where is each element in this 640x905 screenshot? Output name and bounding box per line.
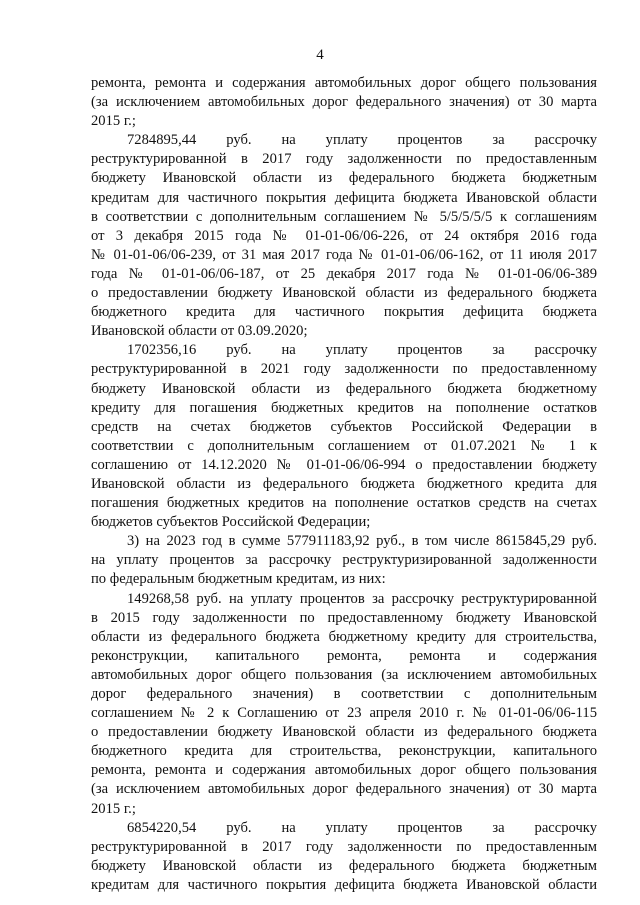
document-body [91, 74, 597, 895]
text-line: на уплату процентов за рассрочку реструктуризированной задолженности [91, 552, 597, 569]
text-line: бюджетного кредита для частичного покрытия дефицита бюджета [91, 304, 597, 321]
text-line: по федеральным бюджетным кредитам, из них: [91, 571, 386, 588]
text-line: соглашению от 14.12.2020 № 01-01-06/06-994 о предоставлении бюджету [91, 456, 597, 473]
text-line: 2015 г.; [91, 800, 136, 817]
text-line: о предоставлении бюджету Ивановской области из федерального бюджета [91, 724, 597, 741]
text-line: кредитам для частичного покрытия дефицита бюджета Ивановской области [91, 876, 597, 893]
text-line: бюджету Ивановской области из федерального бюджета бюджетным [91, 170, 597, 187]
text-line: бюджету Ивановской области из федерального бюджета бюджетному [91, 380, 597, 397]
text-line: реструктурированной в 2017 году задолженности по предоставленным [91, 151, 597, 168]
text-line: реконструкции, капитального ремонта, ремонта и содержания [91, 647, 597, 664]
text-line: ремонта, ремонта и содержания автомобильных дорог общего пользования [91, 75, 597, 91]
text-line: в 2015 году задолженности по предоставленному бюджету Ивановской [91, 609, 597, 626]
text-line: бюджету Ивановской области из федерального бюджета бюджетным [91, 857, 597, 874]
text-line: соглашением № 2 к Соглашению от 23 апреля 2010 г. № 01-01-06/06-115 [91, 705, 597, 722]
text-line: дорог федерального значения) в соответствии с дополнительным [91, 686, 597, 702]
text-line: 2015 г.; [91, 113, 136, 130]
text-line: реструктурированной в 2021 году задолженности по предоставленному [91, 361, 597, 378]
text-line: реструктурированной в 2017 году задолженности по предоставленным [91, 838, 597, 855]
text-line: ремонта, ремонта и содержания автомобильных дорог общего пользования [91, 762, 597, 779]
text-line: от 3 декабря 2015 года № 01-01-06/06-226, от 24 октября 2016 года [91, 227, 597, 244]
text-line: года № 01-01-06/06-187, от 25 декабря 2017 года № 01-01-06/06-389 [91, 265, 597, 282]
text-line: кредитам для частичного покрытия дефицита бюджета Ивановской области [91, 189, 597, 206]
text-line: (за исключением автомобильных дорог федерального значения) от 30 марта [91, 94, 597, 111]
text-line: кредиту для погашения бюджетных кредитов на пополнение остатков [91, 399, 597, 416]
text-line: соответствии с дополнительным соглашением от 01.07.2021 № 1 к [91, 437, 597, 454]
text-line: бюджетного кредита для строительства, реконструкции, капитального [91, 743, 597, 760]
text-line: автомобильных дорог общего пользования (за исключением автомобильных [91, 666, 597, 683]
text-line: о предоставлении бюджету Ивановской области из федерального бюджета [91, 285, 597, 302]
page-number: 4 [316, 47, 324, 63]
text-line: Ивановской области из федерального бюджета бюджетного кредита для [91, 475, 597, 492]
text-line: области из федерального бюджета бюджетному кредиту для строительства, [91, 628, 597, 645]
text-line: (за исключением автомобильных дорог федерального значения) от 30 марта [91, 781, 597, 798]
text-line: 3) на 2023 год в сумме 577911183,92 руб., в том числе 8615845,29 руб. [127, 533, 597, 550]
text-line: в соответствии с дополнительным соглашением № 5/5/5/5/5 к соглашениям [91, 208, 597, 225]
text-line: бюджетов субъектов Российской Федерации; [91, 514, 371, 531]
text-line: средств на счетах бюджетов субъектов Российской Федерации в [91, 418, 597, 435]
text-line: № 01-01-06/06-239, от 31 мая 2017 года № 01-01-06/06-162, от 11 июля 2017 [91, 246, 597, 263]
text-line: Ивановской области от 03.09.2020; [91, 323, 308, 340]
text-line: 7284895,44 руб. на уплату процентов за рассрочку [127, 132, 597, 149]
text-line: 6854220,54 руб. на уплату процентов за рассрочку [127, 819, 597, 836]
text-line: 149268,58 руб. на уплату процентов за рассрочку реструктурированной [127, 590, 597, 607]
text-line: 1702356,16 руб. на уплату процентов за рассрочку [127, 342, 597, 359]
text-line: погашения бюджетных кредитов на пополнение остатков средств на счетах [91, 495, 597, 512]
